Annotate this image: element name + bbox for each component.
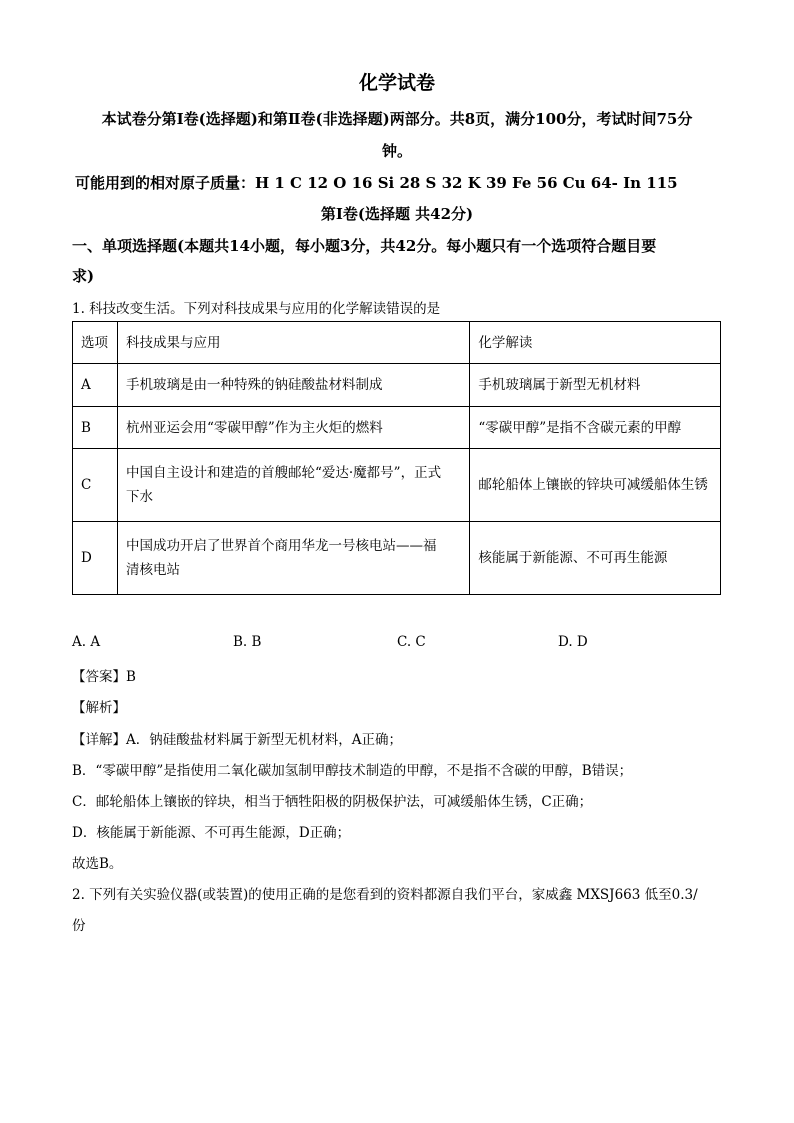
interpretation-cell: 核能属于新能源、不可再生能源 xyxy=(470,522,721,595)
cell-text: 杭州亚运会用“零碳甲醇”作为主火炬的燃料 xyxy=(125,419,383,436)
section-heading-cont: 求) xyxy=(72,267,95,285)
table-header-cell: 选项 xyxy=(73,322,118,364)
choice-c: C. C xyxy=(397,634,426,650)
achievement-cell xyxy=(117,407,469,449)
choice-b: B. B xyxy=(233,634,262,650)
question-1-stem: 1. 科技改变生活。下列对科技成果与应用的化学解读错误的是 xyxy=(72,301,441,317)
interpretation-cell: “零碳甲醇”是指不含碳元素的甲醇 xyxy=(470,407,721,449)
cell-text: 中国自主设计和建造的首艘邮轮“爱达·魔都号”，正式 xyxy=(125,465,442,481)
achievement-cell xyxy=(117,364,469,407)
table-row xyxy=(73,522,721,595)
detail-line: D．核能属于新能源、不可再生能源，D正确； xyxy=(72,825,351,841)
achievement-cell xyxy=(117,449,469,522)
analysis-label: 【解析】 xyxy=(72,700,126,716)
table-row xyxy=(73,407,721,449)
cell-text: 下水 xyxy=(125,489,153,505)
intro-text: 本试卷分第Ⅰ卷(选择题)和第Ⅱ卷(非选择题)两部分。共8页，满分100分，考试时间75分 xyxy=(101,110,693,128)
table-row xyxy=(73,449,721,522)
part1-heading: 第Ⅰ卷(选择题 共42分) xyxy=(320,205,474,223)
question-2-stem-cont: 份 xyxy=(72,918,86,934)
cell-text: 清核电站 xyxy=(125,562,180,578)
detail-line: B．“零碳甲醇”是指使用二氧化碳加氢制甲醇技术制造的甲醇，不是指不含碳的甲醇，B错误； xyxy=(72,763,633,779)
table-header-row xyxy=(73,322,721,364)
achievement-cell xyxy=(117,522,469,595)
question-1-table xyxy=(72,321,721,595)
option-cell: D xyxy=(73,522,118,595)
detail-line: 【详解】A．钠硅酸盐材料属于新型无机材料，A正确； xyxy=(72,732,402,748)
interpretation-cell: 手机玻璃属于新型无机材料 xyxy=(470,364,721,407)
option-cell: A xyxy=(73,364,118,407)
interpretation-cell: 邮轮船体上镶嵌的锌块可减缓船体生锈 xyxy=(470,449,721,522)
table-header-cell: 化学解读 xyxy=(470,322,721,364)
section-heading: 一、单项选择题(本题共14小题，每小题3分，共42分。每小题只有一个选项符合题目要 xyxy=(72,237,657,255)
detail-line: 故选B。 xyxy=(72,856,123,872)
answer-label: 【答案】B xyxy=(72,669,136,685)
table-header-cell: 科技成果与应用 xyxy=(117,322,469,364)
detail-line: C．邮轮船体上镶嵌的锌块，相当于牺牲阳极的阴极保护法，可减缓船体生锈，C正确； xyxy=(72,794,593,810)
table-row xyxy=(73,364,721,407)
option-cell: B xyxy=(73,407,118,449)
page-title: 化学试卷 xyxy=(358,72,435,94)
option-cell: C xyxy=(73,449,118,522)
choice-d: D. D xyxy=(558,634,588,650)
cell-text: 手机玻璃是由一种特殊的钠硅酸盐材料制成 xyxy=(125,377,383,393)
atomic-masses: 可能用到的相对原子质量：H 1 C 12 O 16 Si 28 S 32 K 39 Fe 56 Cu 64- In 115 xyxy=(75,174,678,192)
question-2-stem: 2. 下列有关实验仪器(或装置)的使用正确的是您看到的资料都源自我们平台，家威鑫 MXSJ663 低至0.3/ xyxy=(72,887,698,903)
intro-text-cont: 钟。 xyxy=(381,142,412,160)
cell-text: 中国成功开启了世界首个商用华龙一号核电站——福 xyxy=(125,538,437,554)
choice-a: A. A xyxy=(72,634,101,650)
